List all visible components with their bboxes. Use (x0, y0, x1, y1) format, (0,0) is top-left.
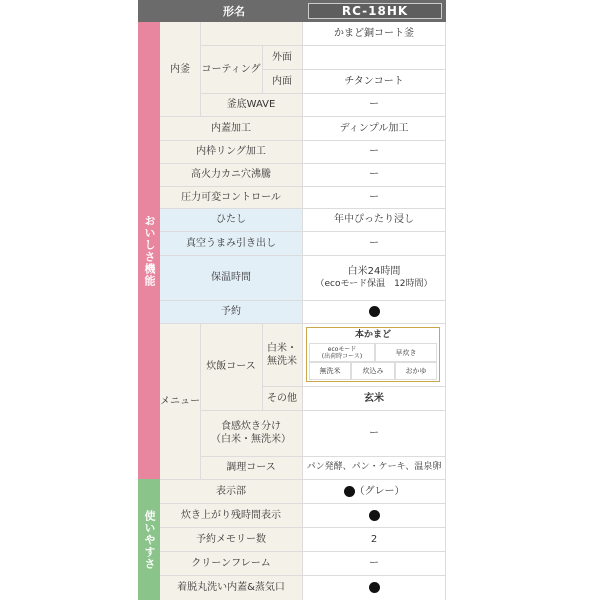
course-takikomi: 炊込み (351, 362, 395, 380)
yes-mark-icon (369, 306, 380, 317)
kamazoko-value: ー (369, 99, 379, 110)
divider (262, 69, 446, 70)
divider (200, 410, 446, 411)
hyoji-label: 表示部 (160, 479, 302, 503)
shinku-label: 真空うまみ引き出し (160, 231, 302, 255)
course-hayadaki: 早炊き (375, 343, 437, 362)
atsuryoku-label: 圧力可変コントロール (160, 186, 302, 208)
uchigama-group-label: 内釜 (160, 22, 200, 116)
shokkan-value: ー (369, 427, 379, 439)
suihan-course-label: 炊飯コース (200, 323, 262, 410)
divider (160, 140, 446, 141)
divider (160, 527, 446, 528)
divider (302, 22, 303, 600)
divider (445, 22, 446, 600)
takiagari-label: 炊き上がり残時間表示 (160, 503, 302, 527)
atsuryoku-value: ー (369, 191, 379, 203)
hitashi-label: ひたし (160, 208, 302, 231)
naifuta-label: 内蓋加工 (160, 116, 302, 140)
divider (160, 551, 446, 552)
divider (160, 163, 446, 164)
divider (160, 479, 446, 480)
yes-mark-icon (369, 582, 380, 593)
hakumai-label: 白米・ 無洗米 (262, 323, 302, 386)
chakudatsu-value (302, 575, 446, 600)
header-label: 形名 (223, 4, 245, 18)
naifuta-value: ディンプル加工 (339, 122, 409, 134)
chakudatsu-label: 着脱丸洗い内蓋&蒸気口 (160, 575, 302, 600)
hitashi-value: 年中ぴったり浸し (334, 214, 414, 225)
uchigama-top-blank (200, 22, 302, 45)
divider (200, 456, 446, 457)
takiagari-value (302, 503, 446, 527)
divider (160, 186, 446, 187)
uchiwaku-value: ー (369, 146, 379, 157)
divider (262, 323, 263, 410)
chori-label: 調理コース (200, 456, 302, 479)
spec-table (138, 0, 446, 600)
divider (200, 45, 446, 46)
kokaryoku-value: ー (369, 169, 379, 180)
divider (160, 255, 446, 256)
memory-label: 予約メモリー数 (160, 527, 302, 551)
course-box (306, 327, 440, 382)
kokaryoku-label: 高火力カニ穴沸騰 (160, 163, 302, 186)
divider (160, 231, 446, 232)
memory-value: 2 (370, 533, 378, 545)
uchiwaku-label: 内枠リング加工 (160, 140, 302, 163)
hyoji-value: （グレー） (302, 479, 446, 503)
uchigama-value: かまど銅コート釜 (334, 28, 414, 39)
course-eco: ecoモード (出荷時コース) (309, 343, 375, 362)
course-musenmai: 無洗米 (309, 362, 351, 380)
course-box-title: 本かまど (354, 330, 391, 340)
coating-naimen-label: 内面 (262, 69, 302, 93)
clean-value: ー (369, 557, 379, 569)
side-label-tsukaiyasusa: 使いやすさ (138, 479, 160, 600)
model-name-box (308, 3, 442, 19)
divider (160, 208, 446, 209)
side-label-oishisa: おいしさ機能 (138, 22, 160, 479)
divider (160, 116, 446, 117)
shinku-value: ー (369, 237, 379, 249)
divider (200, 93, 446, 94)
horyu-label: 保温時間 (160, 255, 302, 300)
kamazoko-label: 釜底WAVE (200, 93, 302, 116)
model-name: RC-18HK (341, 3, 409, 18)
sonota-value: 玄米 (364, 392, 384, 404)
shokkan-label: 食感炊き分け （白米・無洗米） (200, 410, 302, 456)
course-okayu: おかゆ (395, 362, 437, 380)
naimen-value: チタンコート (344, 75, 404, 87)
divider (160, 300, 446, 301)
clean-label: クリーンフレーム (160, 551, 302, 575)
yes-mark-icon (344, 486, 355, 497)
sonota-label: その他 (262, 386, 302, 410)
divider (160, 503, 446, 504)
divider (262, 386, 446, 387)
yoyaku-label: 予約 (160, 300, 302, 323)
yoyaku-value (302, 300, 446, 323)
divider (160, 575, 446, 576)
coating-group-label: コーティング (200, 45, 262, 93)
gaimen-value (302, 45, 446, 69)
divider (160, 323, 446, 324)
horyu-value: 白米24時間 （ecoモード保温 12時間） (315, 265, 433, 289)
menu-group-label: メニュー (160, 323, 200, 479)
yes-mark-icon (369, 510, 380, 521)
chori-value: パン発酵、パン・ケーキ、温泉卵 (306, 462, 442, 472)
divider (200, 22, 201, 116)
coating-gaimen-label: 外面 (262, 45, 302, 69)
